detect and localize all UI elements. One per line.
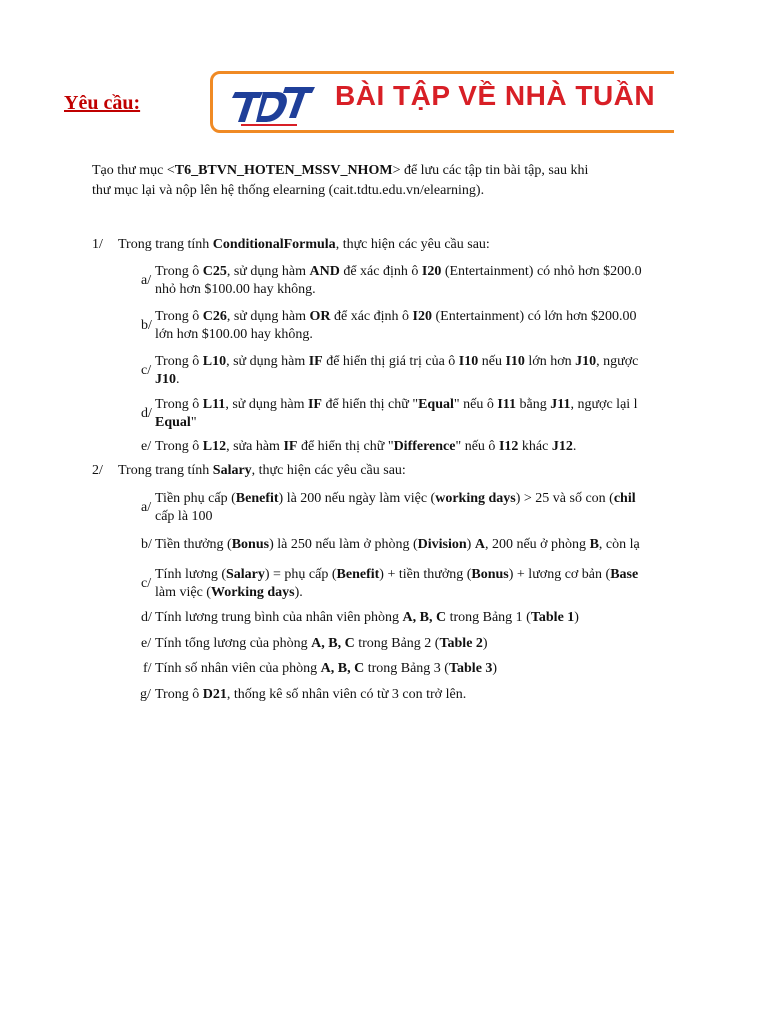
requirement-heading: Yêu cầu: <box>64 92 141 114</box>
document-page: Yêu cầu: BÀI TẬP VỀ NHÀ TUẦN Tạo thư mục <T6_BTVN_HOTEN_MSSV_NHOM> để lưu các tập tin bài tập, sau khi thư mục lại và nộp lên hệ thống elearning (cait.tdtu.edu.vn/elearning). 1/ Trong trang tính ConditionalFormula, thực hiện các yêu cầu sau: a/ Trong ô C25, sử dụng hàm AND để xác định ô I20 (Entertainment) có nhỏ hơn $200.0 nhỏ hơn $100.00 hay không. b/ Trong ô C26, sử dụng hàm OR để xác định ô I20 (Entertainment) có lớn hơn $200.00 lớn hơn $100.00 hay không. c/ Trong ô L10, sử dụng hàm IF để hiển thị giá trị của ô I10 nếu I10 lớn hơn J10, ngược J10. d/ Trong ô L11, sử dụng hàm IF để hiển thị chữ "Equal" nếu ô I11 bằng J11, ngược lại l Equal" e/ Trong ô L12, sửa hàm IF để hiển thị chữ "Difference" nếu ô I12 khác J12. 2/ Trong trang tính Salary, thực hiện các yêu cầu sau: a/ Tiền phụ cấp (Benefit) là 200 nếu ngày làm việc (working days) > 25 và số con (chil cấp là 100 b/ Tiền thưởng (Bonus) là 250 nếu làm ở phòng (Division) A, 200 nếu ở phòng B, còn lạ c/ Tính lương (Salary) = phụ cấp (Benefit) + tiền thưởng (Bonus) + lương cơ bản (Base làm việc (Working days). d/ Tính lương trung bình của nhân viên phòng A, B, C trong Bảng 1 (Table 1) e/ Tính tổng lương của phòng A, B, C trong Bảng 2 (Table 2) f/ Tính số nhân viên của phòng A, B, C trong Bảng 3 (Table 3) g/ Trong ô D21, thống kê số nhân viên có từ 3 con trở lên. <box>0 0 768 1024</box>
section-2-heading: 2/ Trong trang tính Salary, thực hiện các yêu cầu sau: <box>92 463 406 478</box>
intro-line-2: thư mục lại và nộp lên hệ thống elearning (cait.tdtu.edu.vn/elearning). <box>92 183 485 198</box>
banner-title: BÀI TẬP VỀ NHÀ TUẦN <box>335 80 656 111</box>
tdt-university-logo <box>227 78 317 130</box>
header-banner <box>210 71 710 133</box>
page-crop-edge <box>674 0 768 1024</box>
intro-line-1: Tạo thư mục <T6_BTVN_HOTEN_MSSV_NHOM> để lưu các tập tin bài tập, sau khi <box>92 163 589 178</box>
section-1-heading: 1/ Trong trang tính ConditionalFormula, thực hiện các yêu cầu sau: <box>92 237 490 252</box>
intro-paragraph <box>92 161 692 201</box>
